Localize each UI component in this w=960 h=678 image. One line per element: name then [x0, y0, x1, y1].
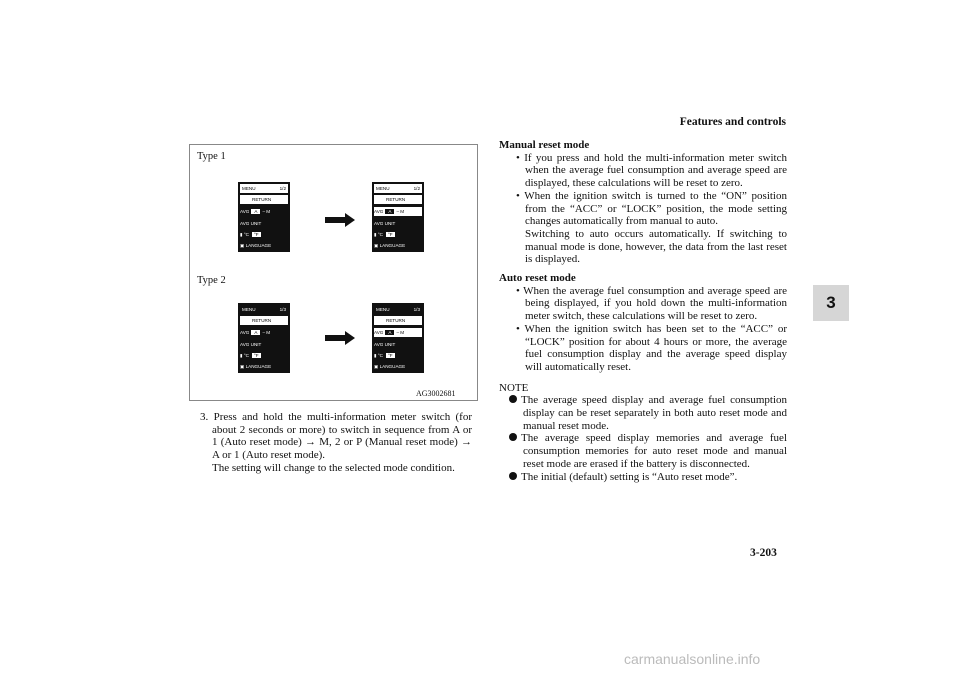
language-icon: ▣: [374, 363, 379, 369]
avg-label: AVG: [240, 209, 250, 214]
menu-label: MENU: [242, 186, 256, 191]
section-header: Features and controls: [679, 116, 786, 128]
avg-row: [374, 328, 422, 337]
thermometer-icon: ▮: [240, 231, 243, 237]
manual-option: M: [400, 209, 405, 214]
page-indicator: 1/3: [413, 307, 420, 312]
bullet-dot-icon: [509, 433, 517, 441]
manual-option: M: [400, 330, 405, 335]
auto-option: A: [251, 330, 260, 335]
menu-label: MENU: [242, 307, 256, 312]
avg-unit-label: AVG UNIT: [240, 221, 262, 226]
auto-bullet-2: • When the ignition switch has been set to the “ACC” or “LOCK” position for about 4 hours or more, the average fuel consumption display and the average speed display will automatically reset.: [516, 322, 787, 373]
note-item: [499, 432, 787, 470]
menu-label: MENU: [376, 307, 390, 312]
dash: –: [396, 209, 400, 214]
manual-option: M: [266, 209, 271, 214]
language-row: [374, 362, 422, 371]
watermark[interactable]: carmanualsonline.info: [624, 651, 761, 667]
return-row: [240, 195, 288, 204]
avg-label: AVG: [240, 330, 250, 335]
avg-row: [240, 207, 288, 216]
menu-label: MENU: [376, 186, 390, 191]
language-label: LANGUAGE: [379, 364, 406, 369]
avg-label: AVG: [374, 330, 384, 335]
fahrenheit-option: °F: [387, 353, 393, 358]
manual-bullet-1: • If you press and hold the multi-information meter switch when the average fuel consumption and average speed are displayed, these calculations will be reset to zero.: [516, 151, 787, 190]
celsius-option: °C: [243, 232, 249, 237]
celsius-option: °C: [377, 353, 383, 358]
note-item-text: The average speed display and average fuel consumption display can be reset separately in both auto reset mode and manual reset mode.: [521, 394, 787, 432]
arrow-right-icon: [325, 213, 355, 227]
menu-row: [374, 184, 422, 193]
chapter-tab: 3: [813, 285, 849, 321]
page-indicator: 1/3: [279, 307, 286, 312]
language-icon: ▣: [374, 242, 379, 248]
manual-reset-heading: Manual reset mode: [499, 139, 590, 151]
auto-option: A: [251, 209, 260, 214]
note-item-text: The initial (default) setting is “Auto reset mode”.: [521, 470, 738, 483]
type2-label: Type 2: [197, 275, 226, 286]
dash: –: [262, 330, 266, 335]
display-screen-after-type2: [372, 303, 424, 373]
avg-unit-label: AVG UNIT: [374, 342, 396, 347]
avg-unit-row: [374, 219, 422, 228]
note-item: [499, 471, 787, 484]
note-label: NOTE: [499, 381, 529, 394]
language-icon: ▣: [240, 363, 245, 369]
auto-option: A: [385, 209, 394, 214]
avg-unit-label: AVG UNIT: [374, 221, 396, 226]
fahrenheit-option: °F: [387, 232, 393, 237]
return-row: [374, 316, 422, 325]
temp-row: [240, 351, 288, 360]
bullet-dot-icon: [509, 395, 517, 403]
note-item: [499, 394, 787, 432]
return-label: RETURN: [252, 197, 272, 202]
display-screen-before-type1: [238, 182, 290, 252]
dash: –: [396, 330, 400, 335]
note-item-text: The average speed display memories and average fuel consumption memories for auto reset mode and manual reset mode are erased if the battery is disconnected.: [521, 432, 787, 470]
menu-row: [240, 305, 288, 314]
avg-unit-row: [374, 340, 422, 349]
celsius-option: °C: [377, 232, 383, 237]
manual-bullet-2: • When the ignition switch is turned to the “ON” position from the “ACC” or “LOCK” position, the mode setting changes automatically from manual to auto.: [516, 189, 787, 228]
auto-option: A: [385, 330, 394, 335]
arrow-right-icon: [325, 331, 355, 345]
avg-row: [240, 328, 288, 337]
fahrenheit-option: °F: [253, 353, 259, 358]
display-screen-after-type1: [372, 182, 424, 252]
avg-unit-row: [240, 340, 288, 349]
return-label: RETURN: [252, 318, 272, 323]
type1-label: Type 1: [197, 151, 226, 162]
temp-row: [374, 351, 422, 360]
reset-mode-section: [499, 139, 787, 483]
language-label: LANGUAGE: [245, 364, 272, 369]
avg-unit-label: AVG UNIT: [240, 342, 262, 347]
return-row: [240, 316, 288, 325]
language-label: LANGUAGE: [379, 243, 406, 248]
return-row: [374, 195, 422, 204]
language-icon: ▣: [240, 242, 245, 248]
thermometer-icon: ▮: [374, 231, 377, 237]
manual-bullet-2-extra: Switching to auto occurs automatically. If switching to manual mode is done, however, the data from the last reset is displayed.: [525, 227, 787, 266]
return-label: RETURN: [386, 318, 406, 323]
step-3: [200, 411, 472, 475]
language-label: LANGUAGE: [245, 243, 272, 248]
display-screen-before-type2: [238, 303, 290, 373]
fahrenheit-option: °F: [253, 232, 259, 237]
figure-box: [189, 144, 478, 401]
auto-bullet-1: • When the average fuel consumption and average speed are being displayed, if you hold down the multi-information meter switch, these calculations will be reset to zero.: [516, 284, 787, 323]
auto-reset-heading: Auto reset mode: [499, 272, 576, 285]
dash: –: [262, 209, 266, 214]
avg-unit-row: [240, 219, 288, 228]
avg-row: [374, 207, 422, 216]
page-indicator: 1/2: [279, 186, 286, 191]
thermometer-icon: ▮: [374, 352, 377, 358]
page-indicator: 1/2: [413, 186, 420, 191]
menu-row: [374, 305, 422, 314]
step-3-subtext: The setting will change to the selected mode condition.: [212, 461, 455, 474]
manual-option: M: [266, 330, 271, 335]
page-number: 3-203: [750, 547, 777, 559]
return-label: RETURN: [386, 197, 406, 202]
menu-row: [240, 184, 288, 193]
step-3-text: 3. Press and hold the multi-information meter switch (for about 2 seconds or more) to switch in sequence from A or 1 (Auto reset mode) → M, 2 or P (Manual reset mode) → A or 1 (Auto reset mode).: [200, 411, 472, 462]
temp-row: [374, 230, 422, 239]
avg-label: AVG: [374, 209, 384, 214]
celsius-option: °C: [243, 353, 249, 358]
thermometer-icon: ▮: [240, 352, 243, 358]
language-row: [240, 362, 288, 371]
figure-code: AG3002681: [416, 389, 456, 398]
language-row: [374, 241, 422, 250]
language-row: [240, 241, 288, 250]
temp-row: [240, 230, 288, 239]
bullet-dot-icon: [509, 472, 517, 480]
